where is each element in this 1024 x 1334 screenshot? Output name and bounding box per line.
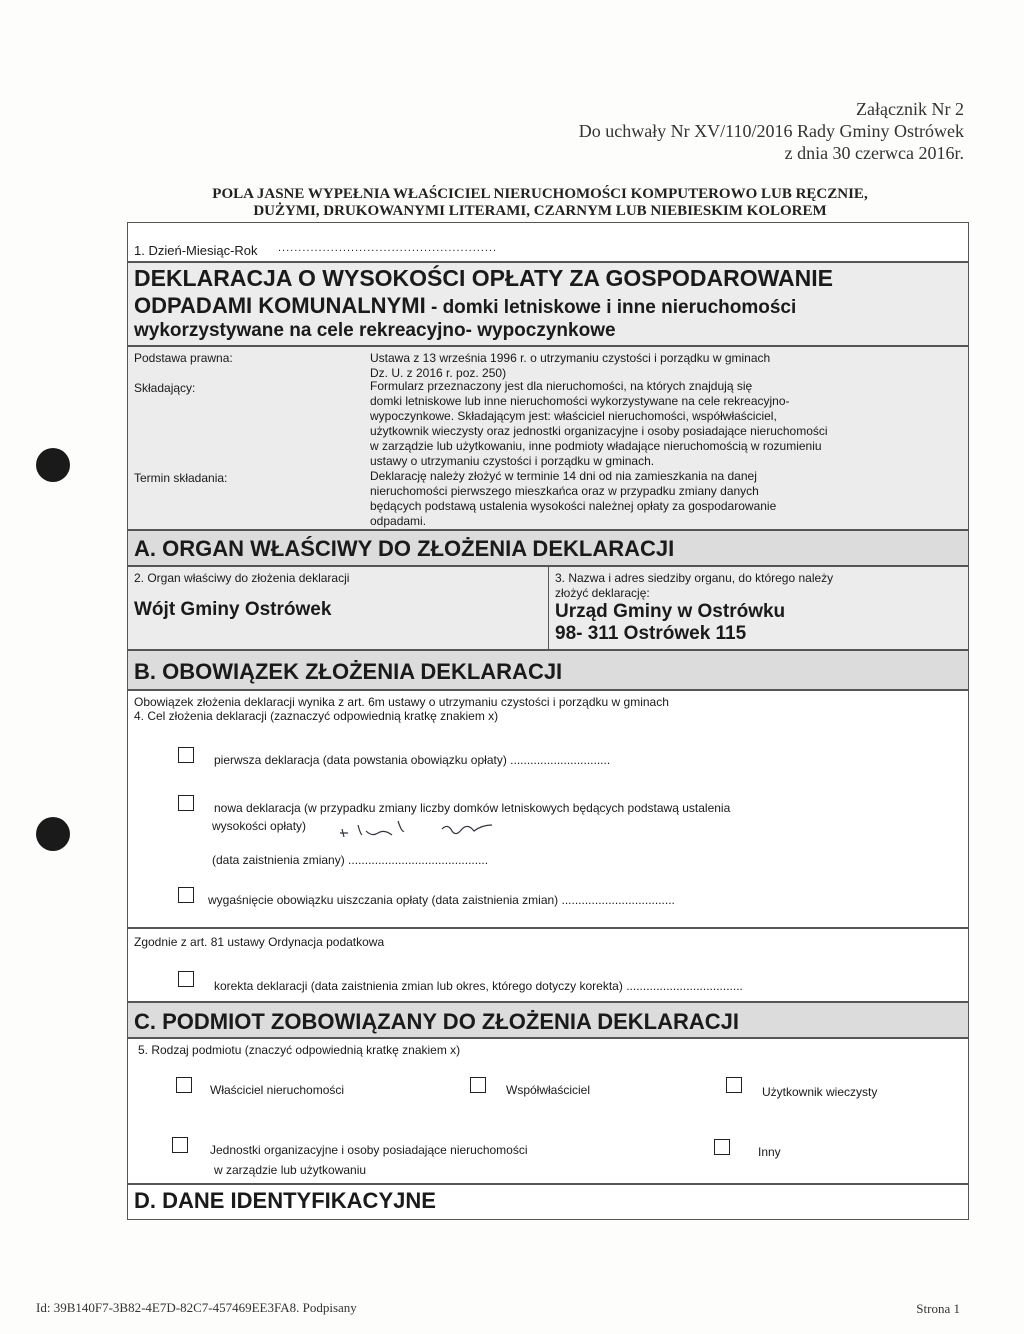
field-3-cell [548,567,969,649]
obligation-intro: Obowiązek złożenia deklaracji wynika z art. 6m ustawy o utrzymaniu czystości i porządku w gminach [134,695,669,709]
checkbox-organizations[interactable] [172,1137,188,1153]
ordynacja-label: Zgodnie z art. 81 ustawy Ordynacja podatkowa [134,935,385,949]
new-declaration-label-2: wysokości opłaty) [212,819,307,833]
resolution-ref: Do uchwały Nr XV/110/2016 Rady Gminy Ostrówek [578,121,964,141]
co-owner-label: Współwłaściciel [506,1083,591,1097]
other-label: Inny [758,1145,781,1159]
declaration-title-3: wykorzystywane na cele rekreacyjno- wypoczynkowe [134,320,616,341]
section-d-title: D. DANE IDENTYFIKACYJNE [134,1188,436,1213]
perpetual-user-label: Użytkownik wieczysty [762,1085,878,1099]
field-3-label-line: złożyć deklarację: [555,586,650,600]
obligation-end-label: wygaśnięcie obowiązku uiszczania opłaty (data zaistnienia zmian) .................................. [208,893,675,907]
checkbox-obligation-end[interactable] [178,887,194,903]
title-rest-part: - domki letniskowe i inne nieruchomości [425,297,797,318]
section-c-body [127,1038,969,1184]
section-c-title: C. PODMIOT ZOBOWIĄZANY DO ZŁOŻENIA DEKLARACJI [134,1009,739,1034]
checkbox-owner[interactable] [176,1077,192,1093]
checkbox-correction[interactable] [178,971,194,987]
document-id: Id: 39B140F7-3B82-4E7D-82C7-457469EE3FA8. Podpisany [36,1300,357,1315]
organizations-label-1: Jednostki organizacyjne i osoby posiadające nieruchomości [210,1143,528,1157]
field-3-value-line: 98- 311 Ostrówek 115 [555,623,747,644]
checkbox-first-declaration[interactable] [178,747,194,763]
punch-hole-bottom [36,817,70,851]
field-3-value-line: Urząd Gminy w Ostrówku [555,601,786,622]
declaration-title-1: DEKLARACJA O WYSOKOŚCI OPŁATY ZA GOSPODAROWANIE [134,265,833,291]
podstawa-label: Podstawa prawna: [134,351,233,365]
skladajacy-line: wypoczynkowe. Składającym jest: właściciel nieruchomości, współwłaściciel, [370,409,777,423]
instructions-line-2: DUŻYMI, DRUKOWANYMI LITERAMI, CZARNYM LUB NIEBIESKIM KOLOREM [253,203,827,219]
skladajacy-line: Formularz przeznaczony jest dla nieruchomości, na których znajdują się [370,379,753,393]
section-c-header [127,1002,969,1038]
legal-info-box [127,346,969,530]
section-a-body [127,566,969,650]
field-4-label: 4. Cel złożenia deklaracji (zaznaczyć odpowiednią kratkę znakiem x) [134,709,499,723]
title-bold-part: ODPADAMI KOMUNALNYMI [134,293,426,318]
owner-label: Właściciel nieruchomości [210,1083,345,1097]
termin-line: Deklarację należy złożyć w terminie 14 dni od nia zamieszkania na danej [370,469,757,483]
date-field-dots: ...................................................... [278,242,498,254]
termin-line: odpadami. [370,514,427,528]
termin-line: będących podstawą ustalenia wysokości należnej opłaty za gospodarowanie [370,499,777,513]
skladajacy-line: w zarządzie lub użytkowaniu, inne podmioty władające nieruchomością w rozumieniu [370,439,822,453]
field-3-label-line: 3. Nazwa i adres siedziby organu, do którego należy [555,571,834,585]
skladajacy-line: domki letniskowe lub inne nieruchomości wykorzystywane na cele rekreacyjno- [370,394,790,408]
checkbox-co-owner[interactable] [470,1077,486,1093]
termin-line: nieruchomości pierwszego mieszkańca oraz w przypadku zmiany danych [370,484,759,498]
declaration-title-box [127,262,969,346]
podstawa-text [370,351,770,381]
organizations-label-2: w zarządzie lub użytkowaniu [214,1163,367,1177]
checkbox-new-declaration[interactable] [178,795,194,811]
declaration-title-2 [134,292,796,321]
fill-instructions [120,186,960,220]
section-d-header [127,1184,969,1220]
field-3-value [555,601,785,645]
skladajacy-label: Składający: [134,381,196,395]
skladajacy-line: ustawy o utrzymaniu czystości i porządku w gminach. [370,454,655,468]
instructions-line-1: POLA JASNE WYPEŁNIA WŁAŚCICIEL NIERUCHOMOŚCI KOMPUTEROWO LUB RĘCZNIE, [212,186,868,202]
handwritten-scribble-icon [332,803,522,843]
checkbox-other[interactable] [714,1139,730,1155]
correction-label: korekta deklaracji (data zaistnienia zmian lub okres, którego dotyczy korekta) ................................... [214,979,743,993]
attachment-number: Załącznik Nr 2 [856,99,964,119]
skladajacy-line: użytkownik wieczysty oraz jednostki organizacyjne i osoby posiadające nieruchomości [370,424,828,438]
podstawa-line: Ustawa z 13 września 1996 r. o utrzymaniu czystości i porządku w gminach [370,351,771,365]
new-declaration-label-1: nowa deklaracja (w przypadku zmiany liczby domków letniskowych będących podstawą ustalenia [214,801,731,815]
section-a-title: A. ORGAN WŁAŚCIWY DO ZŁOŻENIA DEKLARACJI [134,536,675,561]
checkbox-perpetual-user[interactable] [726,1077,742,1093]
section-b-header [127,650,969,690]
field-2-value: Wójt Gminy Ostrówek [134,599,332,620]
section-b-body [127,690,969,928]
first-declaration-label: pierwsza deklaracja (data powstania obowiązku opłaty) .............................. [214,753,611,767]
section-b-title: B. OBOWIĄZEK ZŁOŻENIA DEKLARACJI [134,659,563,684]
skladajacy-text [370,379,828,469]
podstawa-line: Dz. U. z 2016 r. poz. 250) [370,366,507,380]
resolution-date: z dnia 30 czerwca 2016r. [784,143,964,163]
field-5-label: 5. Rodzaj podmiotu (znaczyć odpowiednią kratkę znakiem x) [138,1043,461,1057]
termin-text [370,469,776,529]
termin-label: Termin składania: [134,471,228,485]
date-field-label: 1. Dzień-Miesiąc-Rok [134,243,258,258]
field-2-label: 2. Organ właściwy do złożenia deklaracji [134,571,350,585]
date-field-box[interactable] [127,222,969,262]
correction-box [127,928,969,1002]
page-number: Strona 1 [916,1301,960,1316]
section-a-header [127,530,969,566]
field-3-label [555,571,833,601]
change-date-label: (data zaistnienia zmiany) .......................................... [212,853,489,867]
attachment-header [579,98,964,164]
punch-hole-top [36,448,70,482]
